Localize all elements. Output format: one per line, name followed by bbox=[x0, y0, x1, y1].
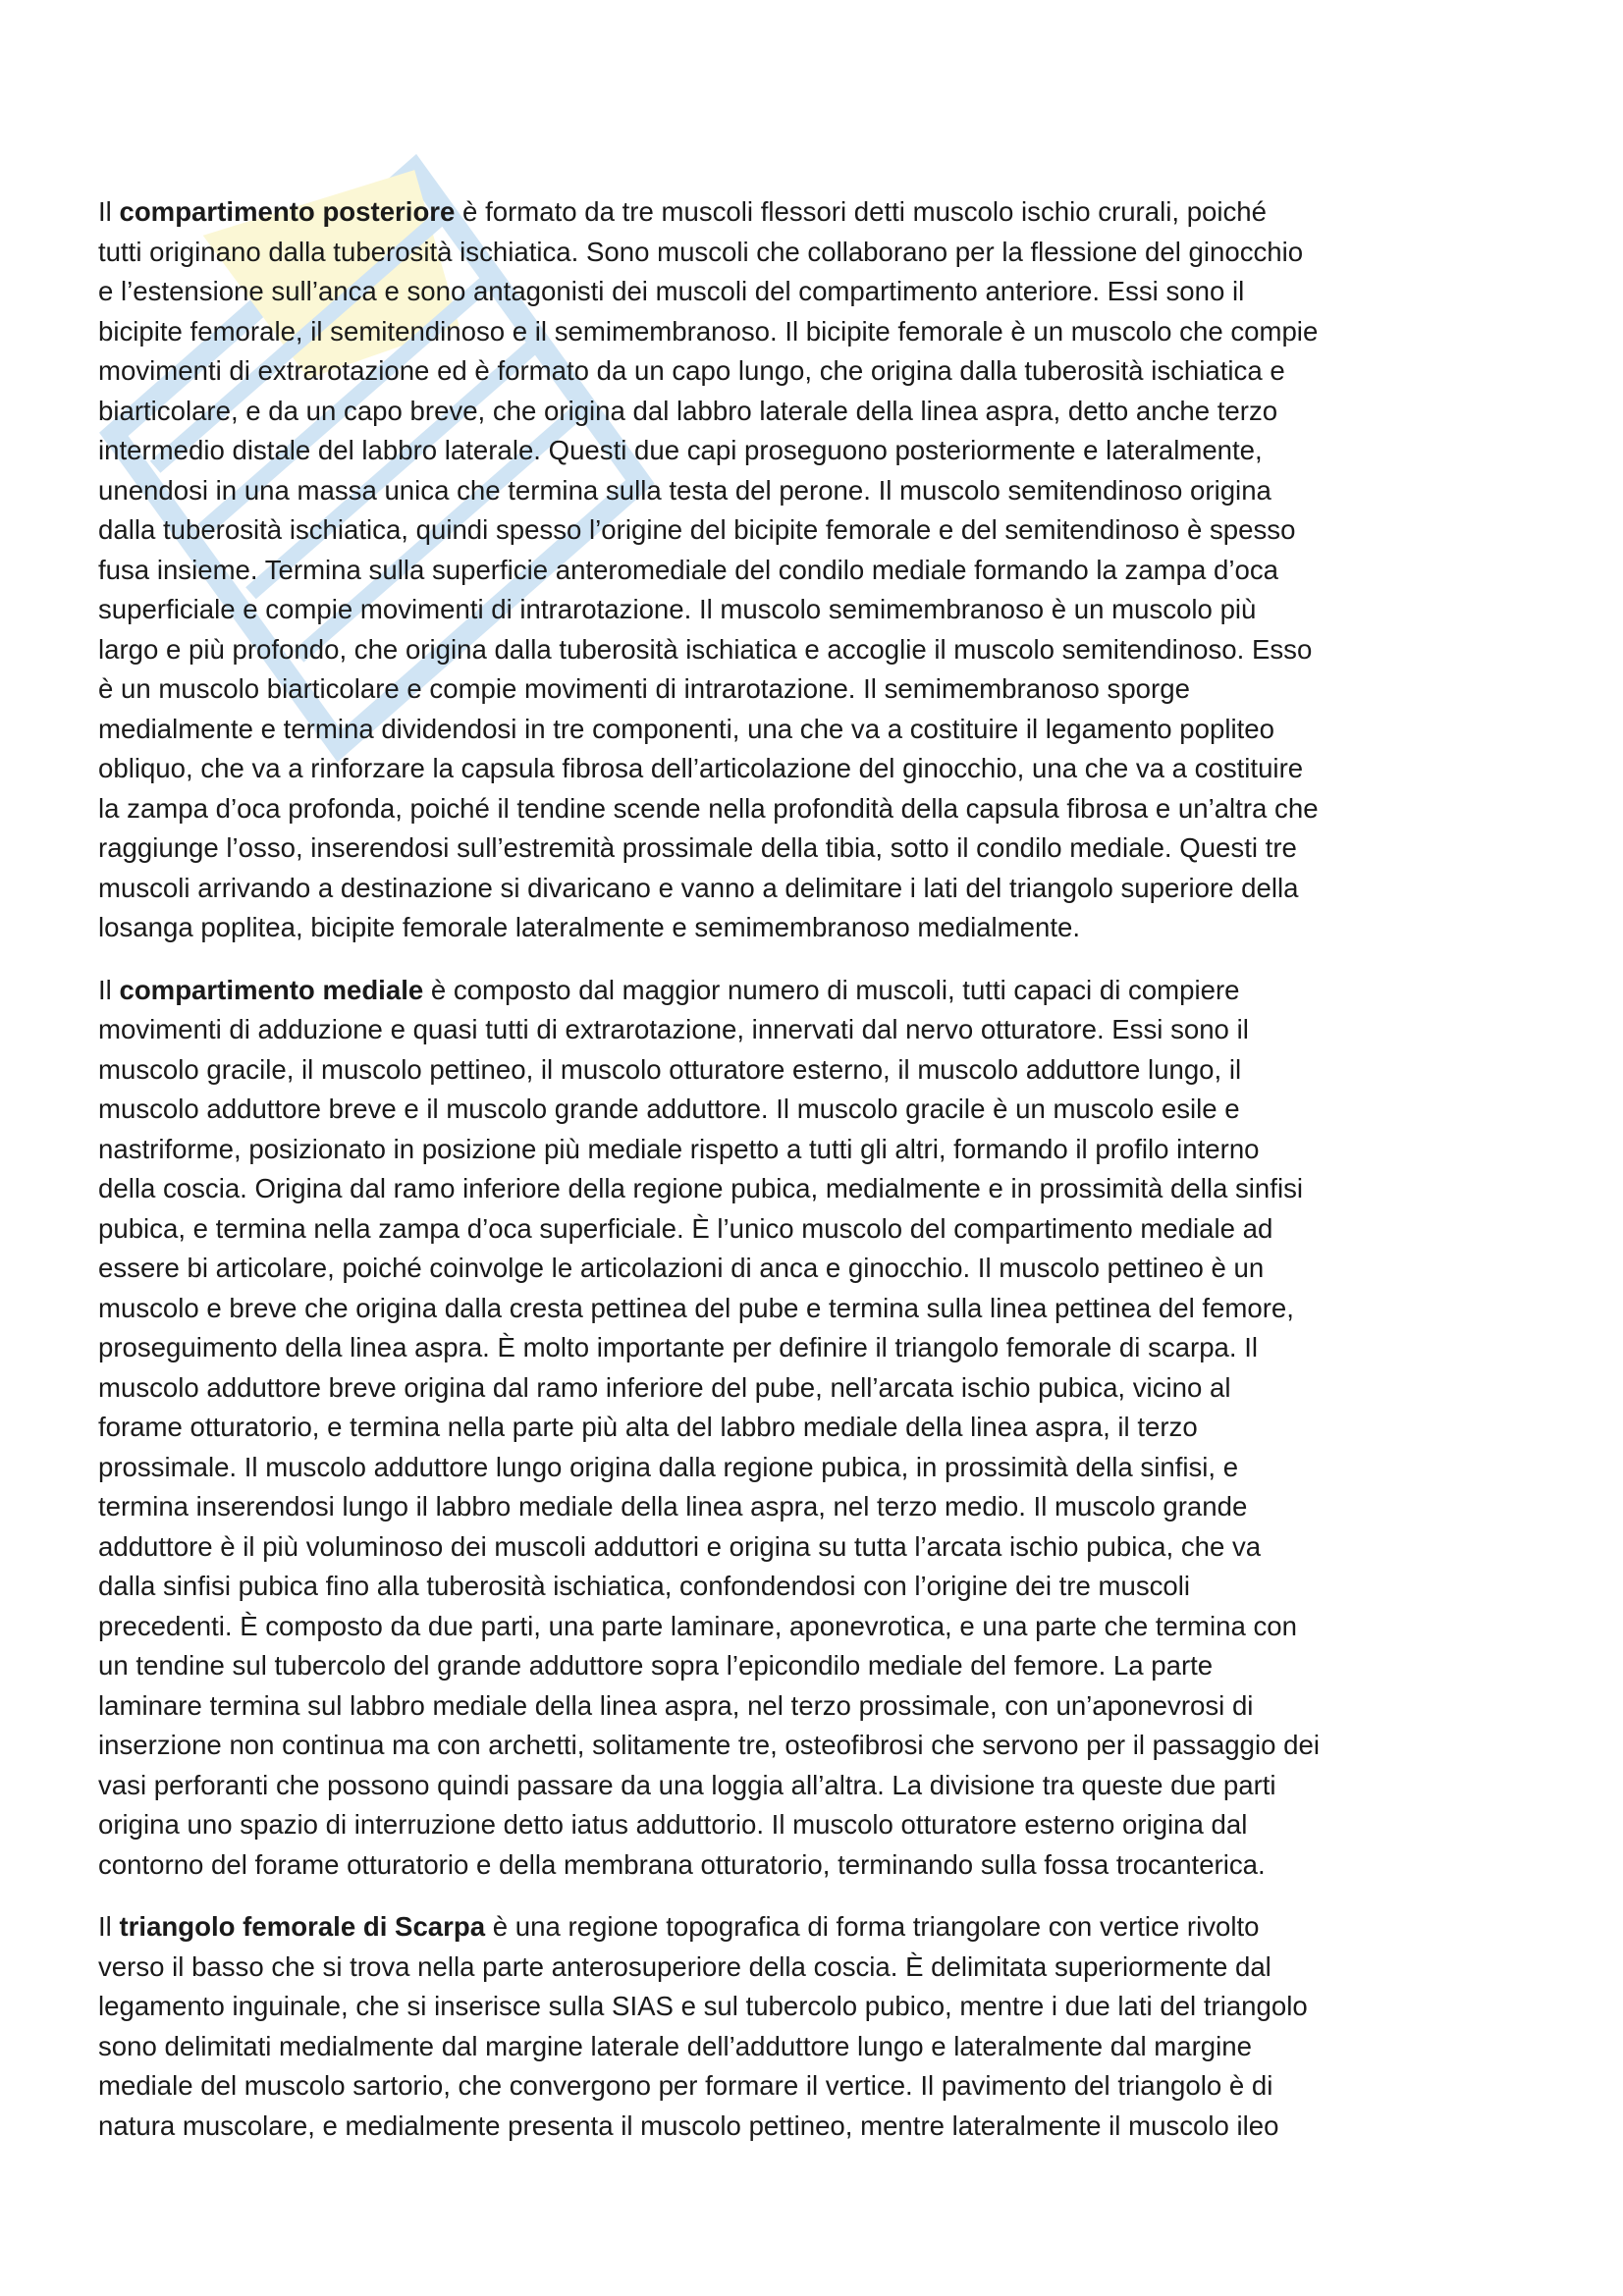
paragraph-text: è una regione topografica di forma triangolare con vertice rivolto verso il basso che si trova nella parte anterosuperiore della coscia. È delimitata superiormente dal legamento inguinale, che si inserisce sulla SIAS e sul tubercolo pubico, mentre i due lati del triangolo sono delimitati medialmente dal margine laterale dell’adduttore lungo e lateralmente dal margine mediale del muscolo sartorio, che convergono per formare il vertice. Il pavimento del triangolo è di natura muscolare, e medialmente presenta il muscolo pettineo, mentre lateralmente il muscolo ileo bbox=[98, 1911, 1308, 2141]
paragraph-lead: Il bbox=[98, 974, 120, 1005]
paragraph-text: è composto dal maggior numero di muscoli, tutti capaci di compiere movimenti di adduzione e quasi tutti di extrarotazione, innervati dal nervo otturatore. Essi sono il muscolo gracile, il muscolo pettineo, il muscolo otturatore esterno, il muscolo adduttore lungo, il muscolo adduttore breve e il muscolo grande adduttore. Il muscolo gracile è un muscolo esile e nastriforme, posizionato in posizione più mediale rispetto a tutti gli altri, formando il profilo interno della coscia. Origina dal ramo inferiore della regione pubica, medialmente e in prossimità della sinfisi pubica, e termina nella zampa d’oca superficiale. È l’unico muscolo del compartimento mediale ad essere bi articolare, poiché coinvolge le articolazioni di anca e ginocchio. Il muscolo pettineo è un muscolo e breve che origina dalla cresta pettinea del pube e termina sulla linea pettinea del femore, proseguimento della linea aspra. È molto importante per definire il triangolo femorale di scarpa. Il muscolo adduttore breve origina dal ramo inferiore del pube, nell’arcata ischio pubica, vicino al forame otturatorio, e termina nella parte più alta del labbro mediale della linea aspra, il terzo prossimale. Il muscolo adduttore lungo origina dalla regione pubica, in prossimità della sinfisi, e termina inserendosi lungo il labbro mediale della linea aspra, nel terzo medio. Il muscolo grande adduttore è il più voluminoso dei muscoli adduttori e origina su tutta l’arcata ischio pubica, che va dalla sinfisi pubica fino alla tuberosità ischiatica, confondendosi con l’origine dei tre muscoli precedenti. È composto da due parti, una parte laminare, aponevrotica, e una parte che termina con un tendine sul tubercolo del grande adduttore sopra l’epicondilo mediale del femore. La parte laminare termina sul labbro mediale della linea aspra, nel terzo prossimale, con un’aponevrosi di inserzione non continua ma con archetti, solitamente tre, osteofibrosi che servono per il passaggio dei vasi perforanti che possono quindi passare da una loggia all’altra. La divisione tra queste due parti origina uno spazio di interruzione detto iatus adduttorio. Il muscolo otturatore esterno origina dal contorno del forame otturatorio e della membrana otturatorio, terminando sulla fossa trocanterica. bbox=[98, 974, 1320, 1880]
heading-compartimento-posteriore: compartimento posteriore bbox=[119, 196, 456, 227]
heading-triangolo-scarpa: triangolo femorale di Scarpa bbox=[119, 1911, 486, 1942]
paragraph-triangolo-scarpa bbox=[98, 1907, 1473, 2146]
document-body bbox=[98, 192, 1473, 2168]
heading-compartimento-mediale: compartimento mediale bbox=[119, 974, 424, 1005]
paragraph-lead: Il bbox=[98, 196, 120, 227]
paragraph-compartimento-posteriore bbox=[98, 192, 1473, 948]
paragraph-compartimento-mediale bbox=[98, 971, 1473, 1886]
paragraph-lead: Il bbox=[98, 1911, 120, 1942]
paragraph-text: è formato da tre muscoli flessori detti muscolo ischio crurali, poiché tutti originano dalla tuberosità ischiatica. Sono muscoli che collaborano per la flessione del ginocchio e l’estensione sull’anca e sono antagonisti dei muscoli del compartimento anteriore. Essi sono il bicipite femorale, il semitendinoso e il semimembranoso. Il bicipite femorale è un muscolo che compie movimenti di extrarotazione ed è formato da un capo lungo, che origina dalla tuberosità ischiatica e biarticolare, e da un capo breve, che origina dal labbro laterale della linea aspra, detto anche terzo intermedio distale del labbro laterale. Questi due capi proseguono posteriormente e lateralmente, unendosi in una massa unica che termina sulla testa del perone. Il muscolo semitendinoso origina dalla tuberosità ischiatica, quindi spesso l’origine del bicipite femorale e del semitendinoso è spesso fusa insieme. Termina sulla superficie anteromediale del condilo mediale formando la zampa d’oca superficiale e compie movimenti di intrarotazione. Il muscolo semimembranoso è un muscolo più largo e più profondo, che origina dalla tuberosità ischiatica e accoglie il muscolo semitendinoso. Esso è un muscolo biarticolare e compie movimenti di intrarotazione. Il semimembranoso sporge medialmente e termina dividendosi in tre componenti, una che va a costituire il legamento popliteo obliquo, che va a rinforzare la capsula fibrosa dell’articolazione del ginocchio, una che va a costituire la zampa d’oca profonda, poiché il tendine scende nella profondità della capsula fibrosa e un’altra che raggiunge l’osso, inserendosi sull’estremità prossimale della tibia, sotto il condilo mediale. Questi tre muscoli arrivando a destinazione si divaricano e vanno a delimitare i lati del triangolo superiore della losanga poplitea, bicipite femorale lateralmente e semimembranoso medialmente. bbox=[98, 196, 1319, 942]
